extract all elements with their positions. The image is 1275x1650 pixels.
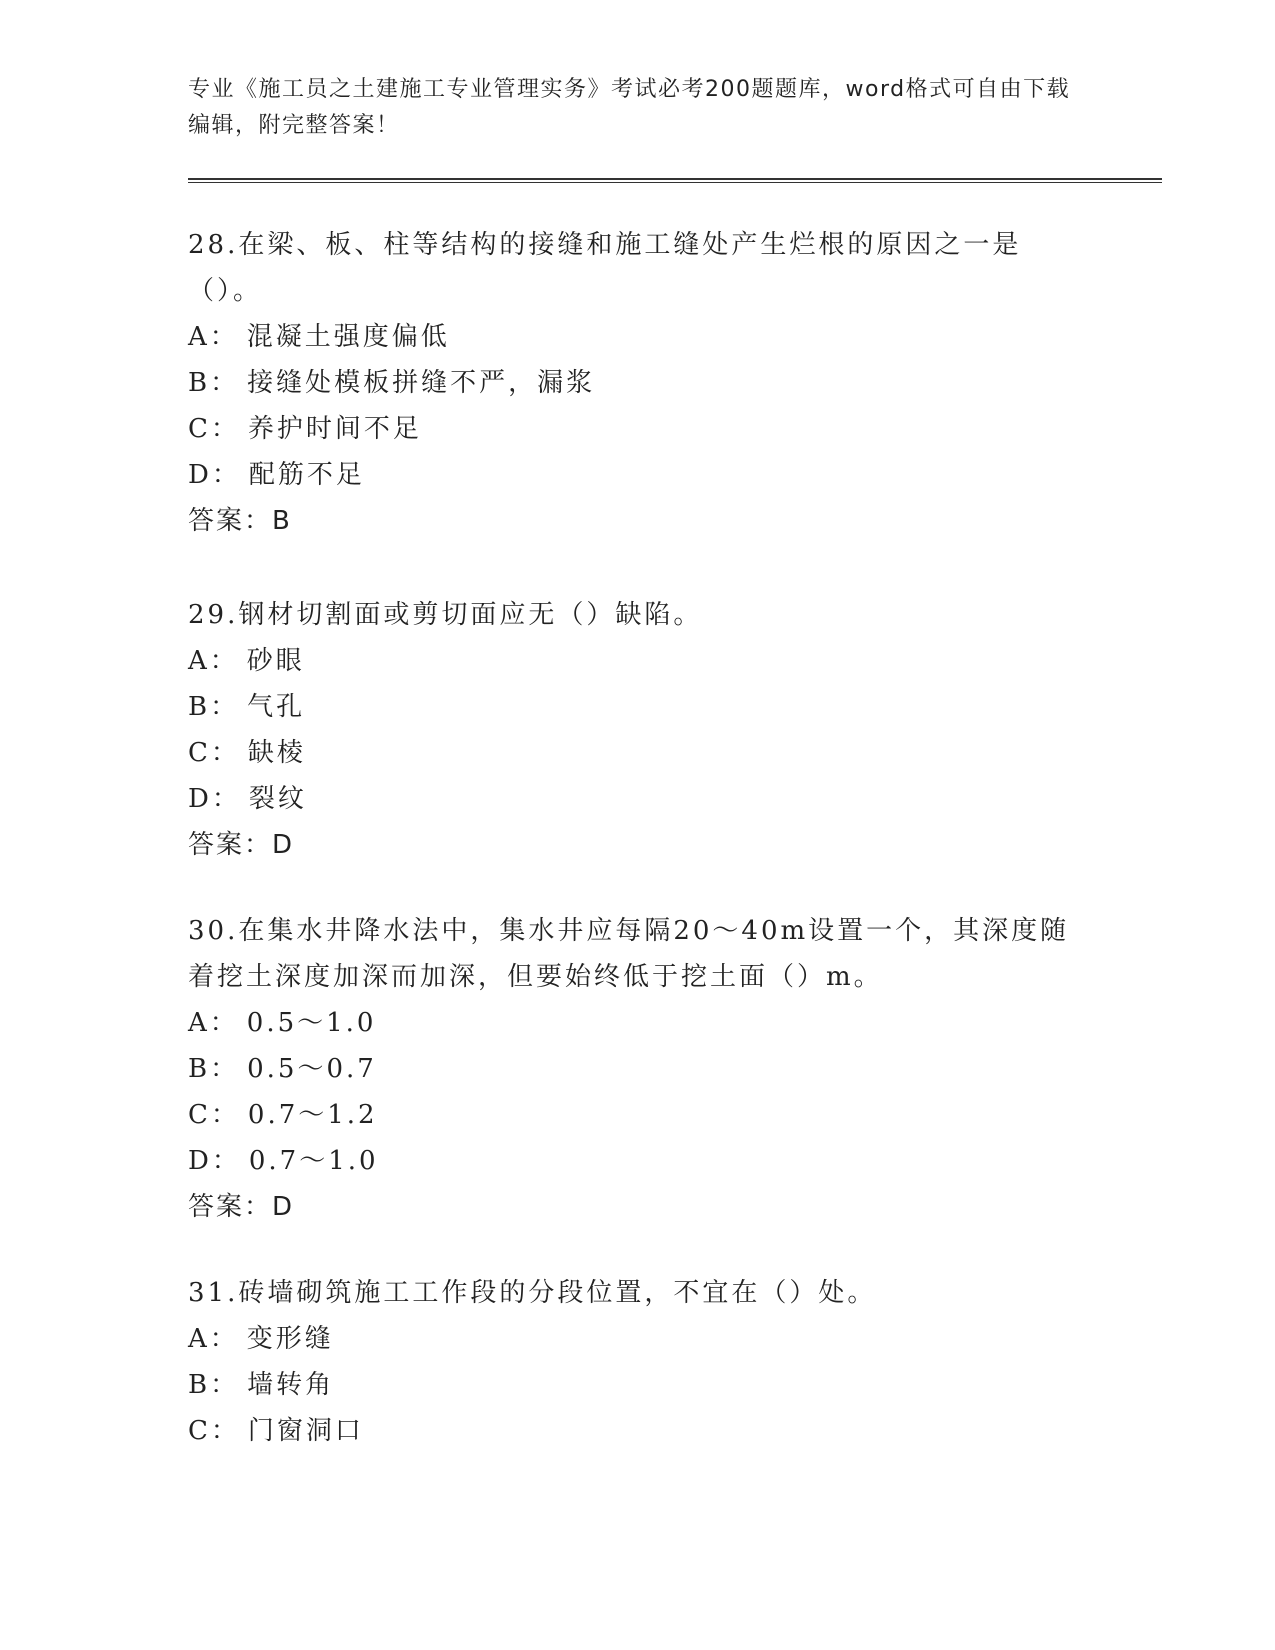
option-text: 混凝土强度偏低 — [246, 322, 450, 352]
option-item — [188, 1092, 1088, 1138]
question-block — [188, 1270, 1088, 1454]
question-block — [188, 908, 1088, 1230]
option-key: C： — [188, 1100, 240, 1130]
option-text: 接缝处模板拼缝不严，漏浆 — [247, 368, 596, 398]
option-item — [188, 1138, 1088, 1184]
option-item — [188, 1316, 1088, 1362]
option-item — [188, 452, 1088, 498]
option-text: 0.7～1.0 — [248, 1146, 379, 1176]
option-key: B： — [188, 368, 240, 398]
option-text: 0.5～0.7 — [247, 1054, 377, 1084]
option-item — [188, 776, 1088, 822]
option-text: 缺棱 — [247, 738, 306, 768]
answer-line: 答案：D — [188, 830, 295, 860]
option-key: A： — [188, 646, 239, 676]
option-key: D： — [188, 460, 241, 490]
option-item — [188, 406, 1088, 452]
option-key: A： — [188, 1008, 239, 1038]
option-key: B： — [188, 1054, 240, 1084]
option-item — [188, 1000, 1088, 1046]
question-stem: 28.在梁、板、柱等结构的接缝和施工缝处产生烂根的原因之一是（）。 — [188, 230, 1022, 306]
option-item — [188, 638, 1088, 684]
option-text: 门窗洞口 — [247, 1416, 364, 1446]
option-text: 0.7～1.2 — [247, 1100, 378, 1130]
option-text: 裂纹 — [248, 784, 307, 814]
answer-line: 答案：B — [188, 506, 292, 536]
option-key: D： — [188, 1146, 241, 1176]
option-text: 砂眼 — [246, 646, 305, 676]
option-item — [188, 1046, 1088, 1092]
option-key: B： — [188, 692, 240, 722]
option-item — [188, 730, 1088, 776]
option-key: B： — [188, 1370, 240, 1400]
option-item — [188, 314, 1088, 360]
option-item — [188, 1362, 1088, 1408]
option-key: A： — [188, 322, 239, 352]
option-key: C： — [188, 1416, 240, 1446]
option-key: C： — [188, 414, 240, 444]
question-stem: 30.在集水井降水法中，集水井应每隔20～40m设置一个，其深度随着挖土深度加深而加深，但要始终低于挖土面（）m。 — [188, 916, 1070, 992]
header-divider — [188, 178, 1162, 183]
option-item — [188, 360, 1088, 406]
question-block — [188, 592, 1088, 868]
option-text: 养护时间不足 — [247, 414, 422, 444]
option-text: 0.5～1.0 — [246, 1008, 377, 1038]
option-text: 变形缝 — [246, 1324, 334, 1354]
option-text: 墙转角 — [247, 1370, 335, 1400]
option-item — [188, 684, 1088, 730]
document-header: 专业《施工员之土建施工专业管理实务》考试必考200题题库，word格式可自由下载编辑，附完整答案！ — [188, 77, 1071, 138]
option-key: A： — [188, 1324, 239, 1354]
option-item — [188, 1408, 1088, 1454]
question-stem: 29.钢材切割面或剪切面应无（）缺陷。 — [188, 600, 703, 630]
answer-line: 答案：D — [188, 1192, 295, 1222]
option-key: D： — [188, 784, 241, 814]
option-text: 气孔 — [247, 692, 306, 722]
option-key: C： — [188, 738, 240, 768]
question-block — [188, 222, 1088, 544]
option-text: 配筋不足 — [248, 460, 365, 490]
question-stem: 31.砖墙砌筑施工工作段的分段位置，不宜在（）处。 — [188, 1278, 877, 1308]
